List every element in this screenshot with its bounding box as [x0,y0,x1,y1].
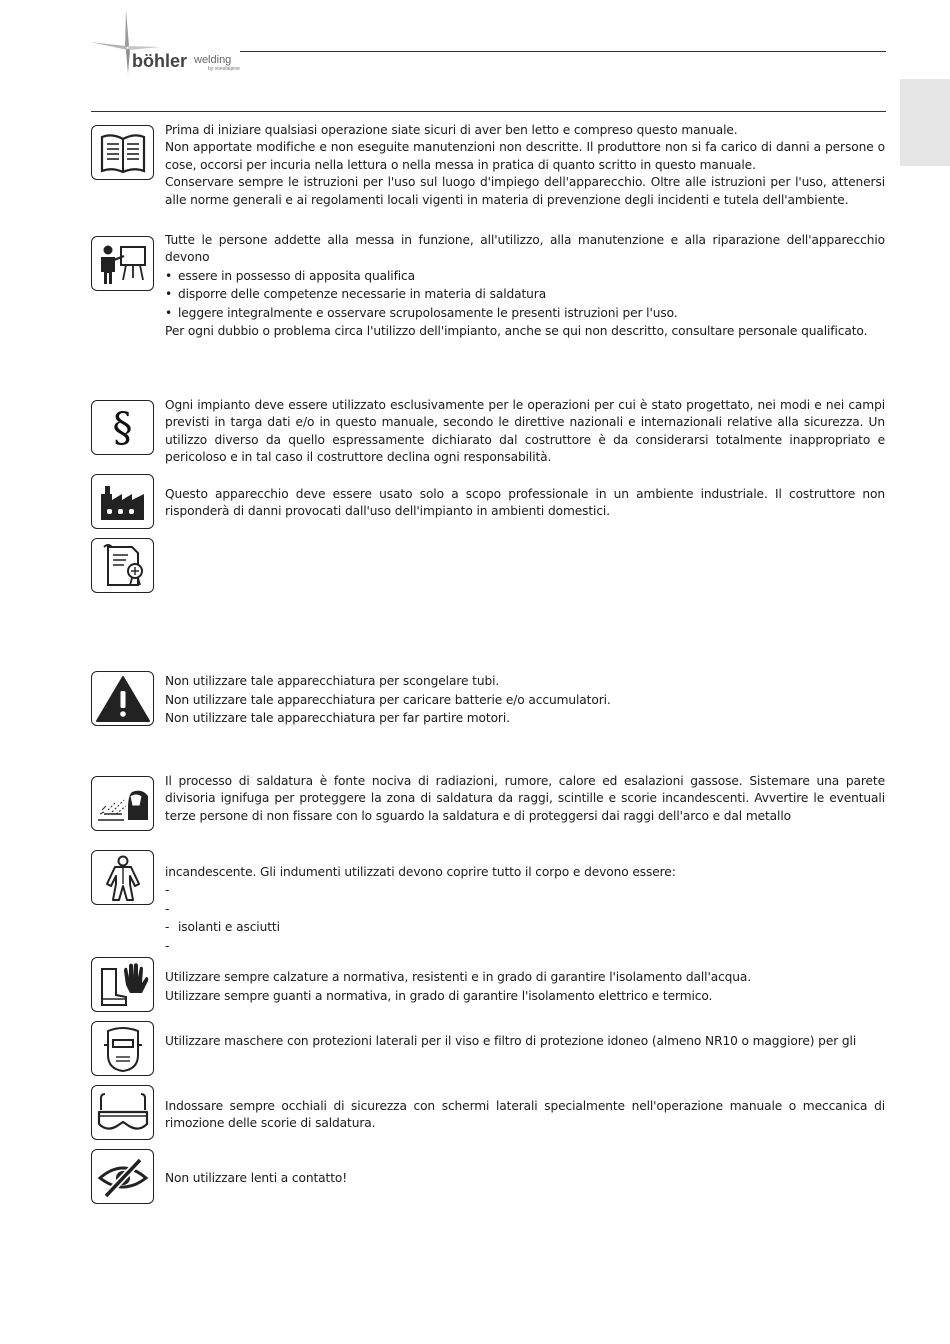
list-item [165,937,885,955]
personnel-section [165,232,885,340]
instructor-icon [91,236,154,291]
boots-line: Utilizzare sempre calzature a normativa, resistenti e in grado di garantire l'isolamento dall'acqua. [165,970,752,984]
list-item [165,900,885,918]
warning-icon [91,671,154,726]
mask-text: Utilizzare maschere con protezioni laterali per il viso e filtro di protezione idoneo (almeno NR10 o maggiore) per gli [165,1034,857,1048]
list-item [165,881,885,899]
personnel-intro: Tutte le persone addette alla messa in funzione, all'utilizzo, alla manutenzione e alla riparazione dell'apparecchio devono [165,233,885,265]
warning-line-3: Non utilizzare tale apparecchiatura per far partire motori. [165,711,510,726]
list-item: • leggere integralmente e osservare scrupolosamente le presenti istruzioni per l'uso. [165,305,885,322]
usage-section [165,397,885,467]
welder-icon [91,776,154,831]
list-item: • essere in possesso di apposita qualifica [165,268,885,285]
welding-section [165,773,885,825]
manual-section [165,122,885,209]
bohler-welding-logo [88,8,248,78]
protective-suit-icon [91,850,154,905]
clothing-text: incandescente. Gli indumenti utilizzati devono coprire tutto il corpo e devono essere: [165,865,676,879]
certificate-icon [91,538,154,593]
clothing-requirements-list [165,881,885,955]
lenses-section [165,1170,885,1187]
gloves-line: Utilizzare sempre guanti a normativa, in grado di garantire l'isolamento elettrico e termico. [165,988,713,1003]
no-contact-lenses-icon [91,1149,154,1204]
manual-paragraph-1: Prima di iniziare qualsiasi operazione siate sicuri di aver ben letto e compreso questo manuale. [165,123,738,137]
safety-goggles-icon [91,1085,154,1140]
book-icon [91,125,154,180]
usage-text: Ogni impianto deve essere utilizzato esclusivamente per le operazioni per cui è stato progettato, nei modi e nei campi previsti in targa dati e/o in questo manuale, secondo le direttive nazionali e internazionali relative alla sicurezza. Un utilizzo diverso da quello espressamente dichiarato dal costruttore è da considerarsi totalmente inappropriato e pericoloso e in tal caso il costruttore declina ogni responsabilità. [165,398,885,465]
industrial-section [165,486,885,521]
logo-brand-suffix: welding [194,54,232,66]
logo-brand-sub: by voestalpine [208,66,240,72]
qualification-list [165,268,885,322]
header-rule [240,51,886,52]
welding-text: Il processo di saldatura è fonte nociva di radiazioni, rumore, calore ed esalazioni gassose. Sistemare una parete divisoria ignifuga per proteggere la zona di saldatura da raggi, scintille e scorie incandescenti. Avvertire le eventuali terze persone di non fissare con lo sguardo la saldatura e di proteggersi dai raggi dell'arco e dal metallo [165,774,885,823]
welding-mask-icon [91,1021,154,1076]
clothing-section [165,863,885,955]
chapter-tab [900,79,950,166]
list-item: • disporre delle competenze necessarie in materia di saldatura [165,286,885,303]
personnel-outro: Per ogni dubbio o problema circa l'utilizzo dell'impianto, anche se qui non descritto, consultare personale qualificato. [165,324,868,339]
goggles-section [165,1098,885,1133]
warning-section [165,672,885,728]
manual-paragraph-3: Conservare sempre le istruzioni per l'uso sul luogo d'impiego dell'apparecchio. Oltre alle istruzioni per l'uso, attenersi alle norme generali e ai regolamenti locali vigenti in materia di prevenzione degli incidenti e tutela dell'ambiente. [165,175,885,207]
lenses-text: Non utilizzare lenti a contatto! [165,1171,348,1185]
goggles-text: Indossare sempre occhiali di sicurezza con schermi laterali specialmente nell'operazione manuale o meccanica di rimozione delle scorie di saldatura. [165,1099,885,1131]
industrial-text: Questo apparecchio deve essere usato solo a scopo professionale in un ambiente industriale. Il costruttore non risponderà di danni provocati dall'uso dell'impianto in ambienti domestici. [165,487,885,519]
manual-paragraph-2: Non apportate modifiche e non eseguite manutenzioni non descritte. Il produttore non si fa carico di danni a persone o cose, occorsi per incuria nella lettura o nella messa in pratica di quanto scritto in questo manuale. [165,140,885,172]
factory-icon [91,474,154,529]
boots-gloves-icon [91,957,154,1012]
mask-section [165,1033,885,1050]
warning-line-1: Non utilizzare tale apparecchiatura per scongelare tubi. [165,674,500,688]
section-divider [91,111,886,112]
boots-gloves-section [165,968,885,1005]
list-item: - isolanti e asciutti [165,918,885,936]
logo-brand-text: böhler [132,51,188,71]
warning-line-2: Non utilizzare tale apparecchiatura per caricare batterie e/o accumulatori. [165,692,611,707]
section-sign-icon: § [91,400,154,455]
